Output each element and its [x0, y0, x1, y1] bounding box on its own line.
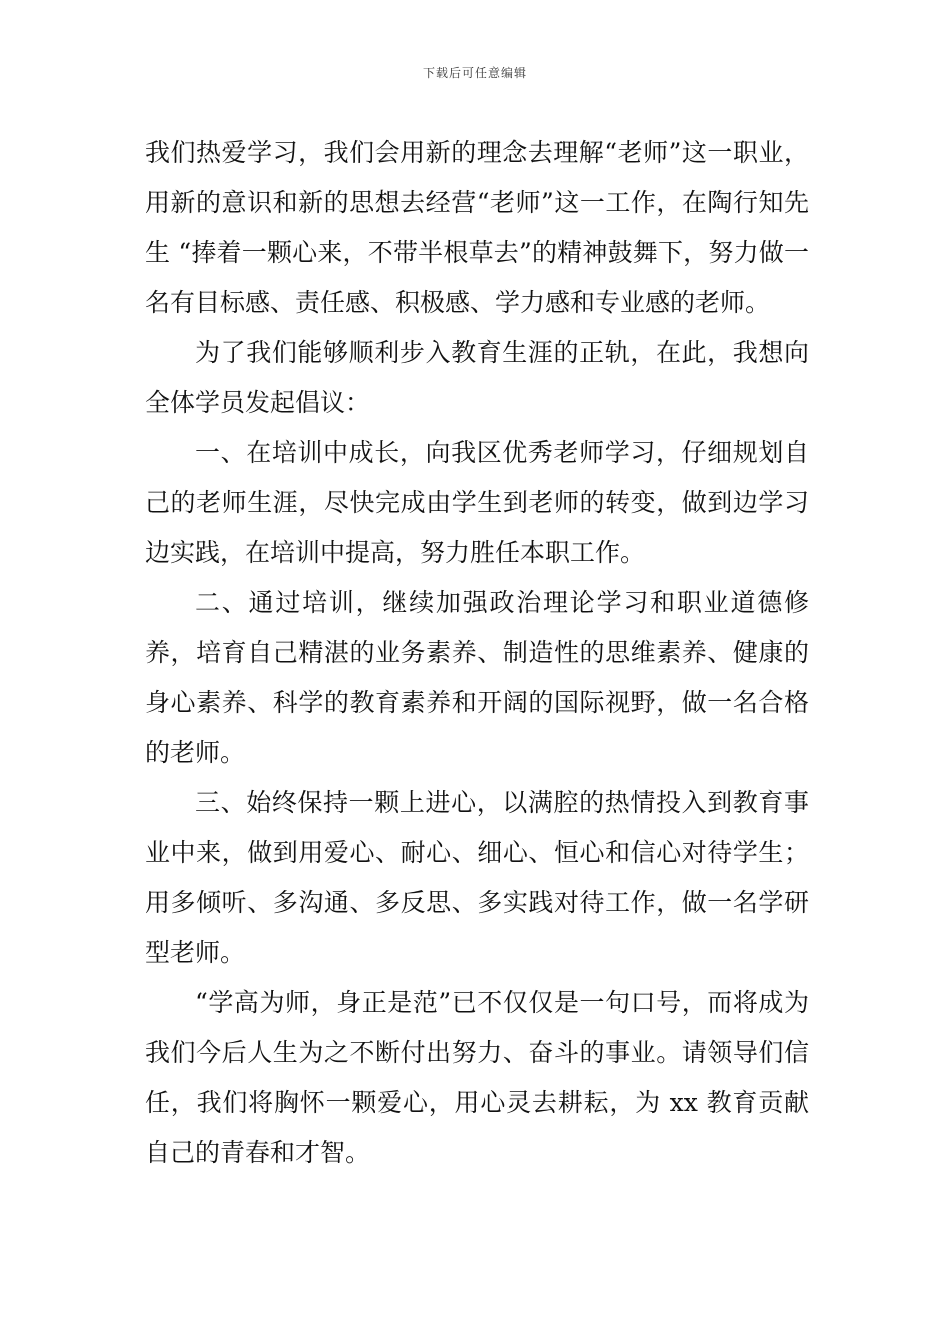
paragraph-6: “学高为师，身正是范”已不仅仅是一句口号，而将成为我们今后人生为之不断付出努力、奋斗的事业。请领导们信任，我们将胸怀一颗爱心，用心灵去耕耘，为 xx 教育贡献自己的青春和才智。: [145, 988, 809, 1167]
paragraph-2: 为了我们能够顺利步入教育生涯的正轨，在此，我想向全体学员发起倡议：: [145, 338, 809, 417]
paragraph-4: 二、通过培训，继续加强政治理论学习和职业道德修养，培育自己精湛的业务素养、制造性的思维素养、健康的身心素养、科学的教育素养和开阔的国际视野，做一名合格的老师。: [145, 588, 809, 767]
document-body: [145, 128, 809, 1178]
paragraph-5: 三、始终保持一颗上进心，以满腔的热情投入到教育事业中来，做到用爱心、耐心、细心、恒心和信心对待学生；用多倾听、多沟通、多反思、多实践对待工作，做一名学研型老师。: [145, 788, 809, 967]
paragraph-1: 我们热爱学习，我们会用新的理念去理解“老师”这一职业，用新的意识和新的思想去经营“老师”这一工作，在陶行知先生 “捧着一颗心来，不带半根草去”的精神鼓舞下，努力做一名有目标感、责任感、积极感、学力感和专业感的老师。: [145, 138, 809, 317]
paragraph-3: 一、在培训中成长，向我区优秀老师学习，仔细规划自己的老师生涯，尽快完成由学生到老师的转变，做到边学习边实践，在培训中提高，努力胜任本职工作。: [145, 438, 809, 567]
page-header: 下载后可任意编辑: [422, 66, 527, 80]
